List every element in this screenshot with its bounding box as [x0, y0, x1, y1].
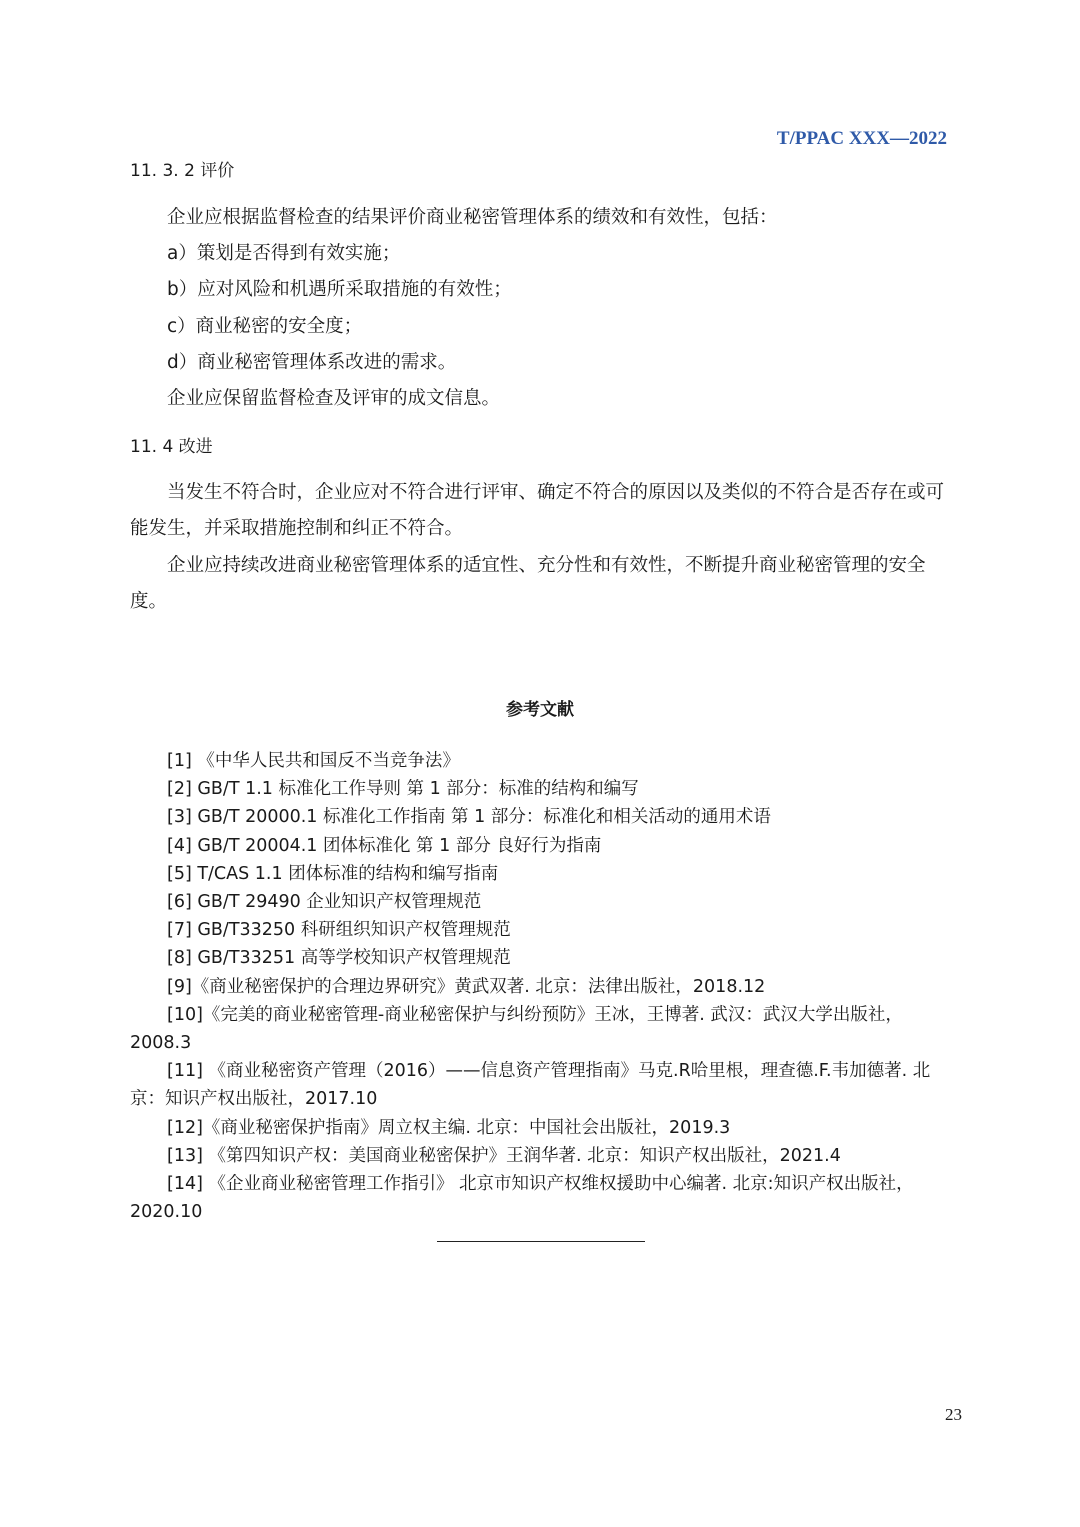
- reference-item: [5] T/CAS 1.1 团体标准的结构和编写指南: [167, 863, 499, 884]
- document-code: T/PPAC XXX—2022: [776, 128, 947, 149]
- reference-item: [12]《商业秘密保护指南》周立权主编. 北京：中国社会出版社，2019.3: [167, 1117, 731, 1138]
- improvement-paragraph-1: 当发生不符合时，企业应对不符合进行评审、确定不符合的原因以及类似的不符合是否存在或可能发生，并采取措施控制和纠正不符合。: [130, 482, 945, 539]
- reference-item: [6] GB/T 29490 企业知识产权管理规范: [167, 892, 482, 913]
- reference-item: [3] GB/T 20000.1 标准化工作指南 第 1 部分：标准化和相关活动的通用术语: [167, 807, 771, 828]
- evaluation-closing-paragraph: 企业应保留监督检查及评审的成文信息。: [167, 388, 501, 409]
- reference-item: [4] GB/T 20004.1 团体标准化 第 1 部分 良好行为指南: [167, 835, 602, 856]
- reference-list: [130, 747, 952, 1226]
- reference-item: [11] 《商业秘密资产管理（2016）——信息资产管理指南》马克.R哈里根，理查德.F.韦加德著. 北京：知识产权出版社，2017.10: [130, 1061, 931, 1110]
- section-heading-11-4: 11. 4 改进: [130, 437, 213, 457]
- reference-item: [1] 《中华人民共和国反不当竞争法》: [167, 751, 460, 771]
- evaluation-item-d: d）商业秘密管理体系改进的需求。: [167, 352, 457, 373]
- reference-item: [2] GB/T 1.1 标准化工作导则 第 1 部分：标准的结构和编写: [167, 779, 639, 800]
- reference-item: [10]《完美的商业秘密管理-商业秘密保护与纠纷预防》王冰，王博著. 武汉：武汉大学出版社，2008.3: [130, 1004, 903, 1054]
- reference-item: [9]《商业秘密保护的合理边界研究》黄武双著. 北京：法律出版社，2018.12: [167, 976, 766, 997]
- improvement-paragraph-2: 企业应持续改进商业秘密管理体系的适宜性、充分性和有效性，不断提升商业秘密管理的安全度。: [130, 555, 926, 612]
- reference-item: [8] GB/T33251 高等学校知识产权管理规范: [167, 948, 511, 969]
- references-title: 参考文献: [506, 700, 574, 720]
- end-divider: [437, 1241, 645, 1242]
- page-number: 23: [945, 1405, 962, 1424]
- reference-item: [13] 《第四知识产权：美国商业秘密保护》王润华著. 北京：知识产权出版社，2021.4: [167, 1145, 841, 1166]
- evaluation-item-a: a）策划是否得到有效实施；: [167, 243, 401, 264]
- evaluation-item-b: b）应对风险和机遇所采取措施的有效性；: [167, 279, 512, 300]
- reference-item: [7] GB/T33250 科研组织知识产权管理规范: [167, 920, 511, 941]
- evaluation-item-c: c）商业秘密的安全度；: [167, 316, 363, 337]
- evaluation-intro-paragraph: 企业应根据监督检查的结果评价商业秘密管理体系的绩效和有效性，包括：: [167, 207, 778, 228]
- section-heading-11-3-2: 11. 3. 2 评价: [130, 161, 235, 181]
- reference-item: [14] 《企业商业秘密管理工作指引》 北京市知识产权维权援助中心编著. 北京:知识产权出版社，2020.10: [130, 1174, 914, 1223]
